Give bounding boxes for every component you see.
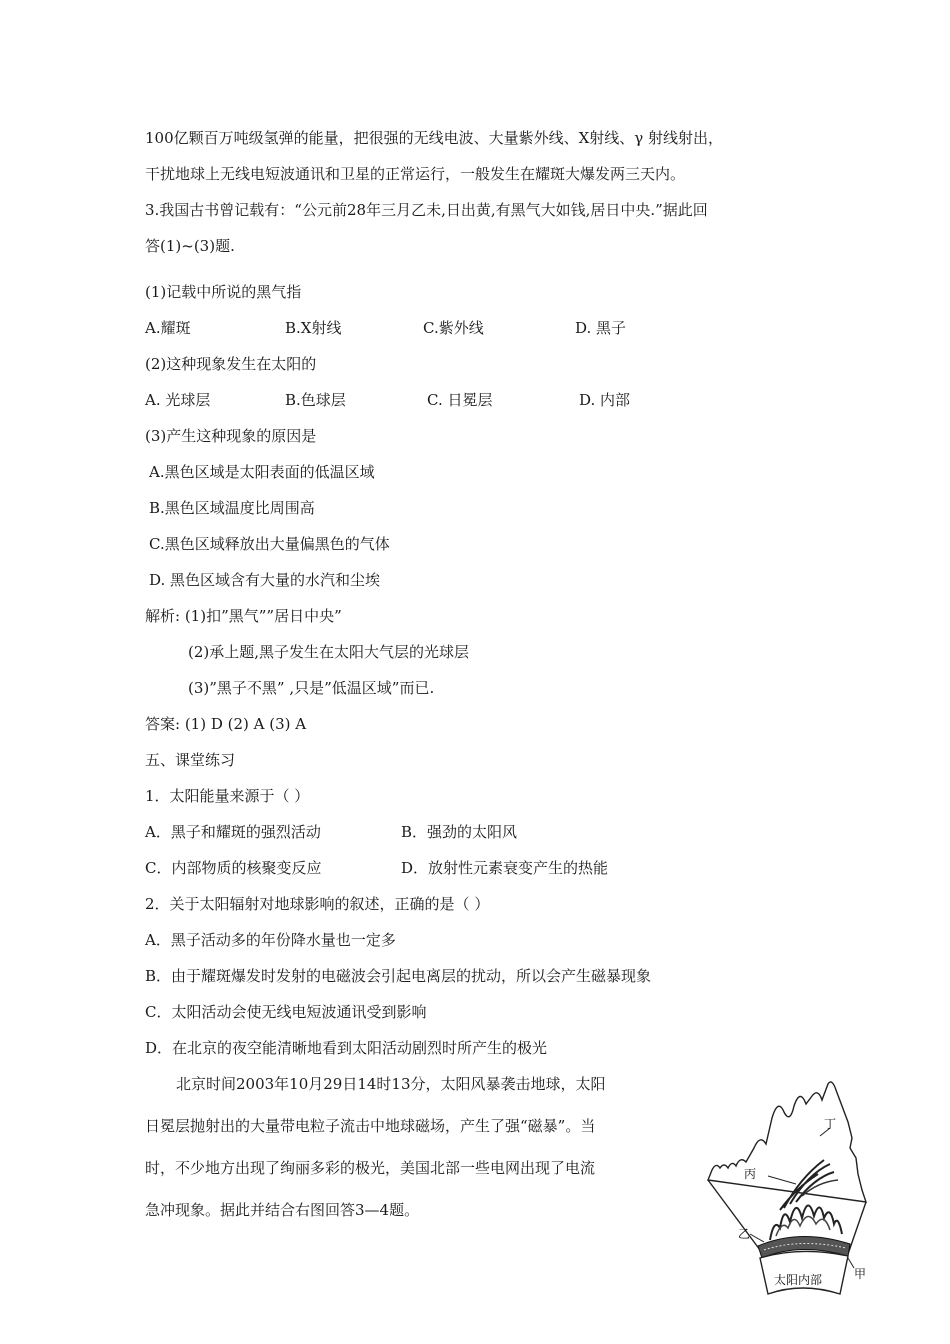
section-heading: 五、课堂练习: [145, 751, 236, 769]
text-line: 干扰地球上无线电短波通讯和卫星的正常运行，一般发生在耀斑大爆发两三天内。: [145, 165, 686, 183]
option-d: D．放射性元素衰变产生的热能: [401, 859, 609, 877]
label-bing: 丙: [744, 1167, 757, 1181]
passage-line: 时，不少地方出现了绚丽多彩的极光，美国北部一些电网出现了电流: [145, 1159, 596, 1177]
option-a: A. 光球层: [145, 391, 211, 409]
option-d: D. 黑色区域含有大量的水汽和尘埃: [149, 571, 381, 589]
option-a: A．黑子和耀斑的强烈活动: [145, 823, 321, 841]
option-c: C. 日冕层: [427, 391, 493, 409]
option-d: D. 内部: [579, 391, 631, 409]
option-c: C.紫外线: [423, 319, 484, 337]
exercise-1-options-row: [145, 858, 608, 878]
answer-line: 答案: (1) D (2) A (3) A: [145, 715, 307, 733]
analysis-line: 解析: (1)扣”黑气””居日中央”: [145, 607, 342, 625]
option-c: C.黑色区域释放出大量偏黑色的气体: [149, 535, 390, 553]
option-b: B．由于耀斑爆发时发射的电磁波会引起电离层的扰动，所以会产生磁暴现象: [145, 967, 652, 985]
subquestion-1: (1)记载中所说的黑气指: [145, 283, 302, 301]
option-c: C．太阳活动会使无线电短波通讯受到影响: [145, 1003, 427, 1021]
option-a: A.黑色区域是太阳表面的低温区域: [149, 463, 375, 481]
question-3-stem: 3.我国古书曾记载有：“公元前28年三月乙未,日出黄,有黑气大如钱,居日中央.”据此回: [145, 201, 708, 219]
passage-line: 北京时间2003年10月29日14时13分，太阳风暴袭击地球，太阳: [176, 1075, 606, 1093]
chromosphere-flames: [770, 1205, 842, 1240]
subquestion-1-options: [145, 318, 626, 338]
text-line: 100亿颗百万吨级氢弹的能量，把很强的无线电波、大量紫外线、X射线、γ 射线射出，: [145, 129, 724, 147]
passage-line: 日冕层抛射出的大量带电粒子流击中地球磁场，产生了强“磁暴”。当: [145, 1117, 596, 1135]
analysis-line: (3)”黑子不黑” ,只是”低温区域”而已.: [188, 679, 435, 697]
subquestion-3: (3)产生这种现象的原因是: [145, 427, 317, 445]
option-d: D．在北京的夜空能清晰地看到太阳活动剧烈时所产生的极光: [145, 1039, 548, 1057]
label-ding: 丁: [824, 1117, 837, 1131]
option-a: A.耀斑: [145, 319, 191, 337]
question-3-stem-cont: 答(1)~(3)题.: [145, 237, 235, 255]
subquestion-2: (2)这种现象发生在太阳的: [145, 355, 317, 373]
sun-structure-figure: [700, 1078, 880, 1303]
label-yi: 乙: [738, 1227, 751, 1241]
corona-outline: [708, 1082, 866, 1202]
subquestion-2-options: [145, 390, 630, 410]
option-c: C．内部物质的核聚变反应: [145, 859, 322, 877]
passage-line: 急冲现象。据此并结合右图回答3—4题。: [145, 1201, 420, 1219]
option-d: D. 黑子: [575, 319, 627, 337]
exercise-1-options-row: [145, 822, 517, 842]
option-b: B.X射线: [285, 319, 342, 337]
option-b: B.色球层: [285, 391, 346, 409]
prominence-streaks: [780, 1160, 834, 1210]
sun-structure-diagram: [700, 1078, 880, 1303]
option-b: B．强劲的太阳风: [401, 823, 518, 841]
label-solar-interior: 太阳内部: [774, 1273, 823, 1287]
analysis-line: (2)承上题,黑子发生在太阳大气层的光球层: [188, 643, 470, 661]
label-jia: 甲: [854, 1267, 867, 1281]
option-b: B.黑色区域温度比周围高: [149, 499, 315, 517]
exercise-1: 1．太阳能量来源于（ ）: [145, 787, 310, 805]
option-a: A．黑子活动多的年份降水量也一定多: [145, 931, 396, 949]
exercise-2: 2．关于太阳辐射对地球影响的叙述，正确的是（ ）: [145, 895, 490, 913]
